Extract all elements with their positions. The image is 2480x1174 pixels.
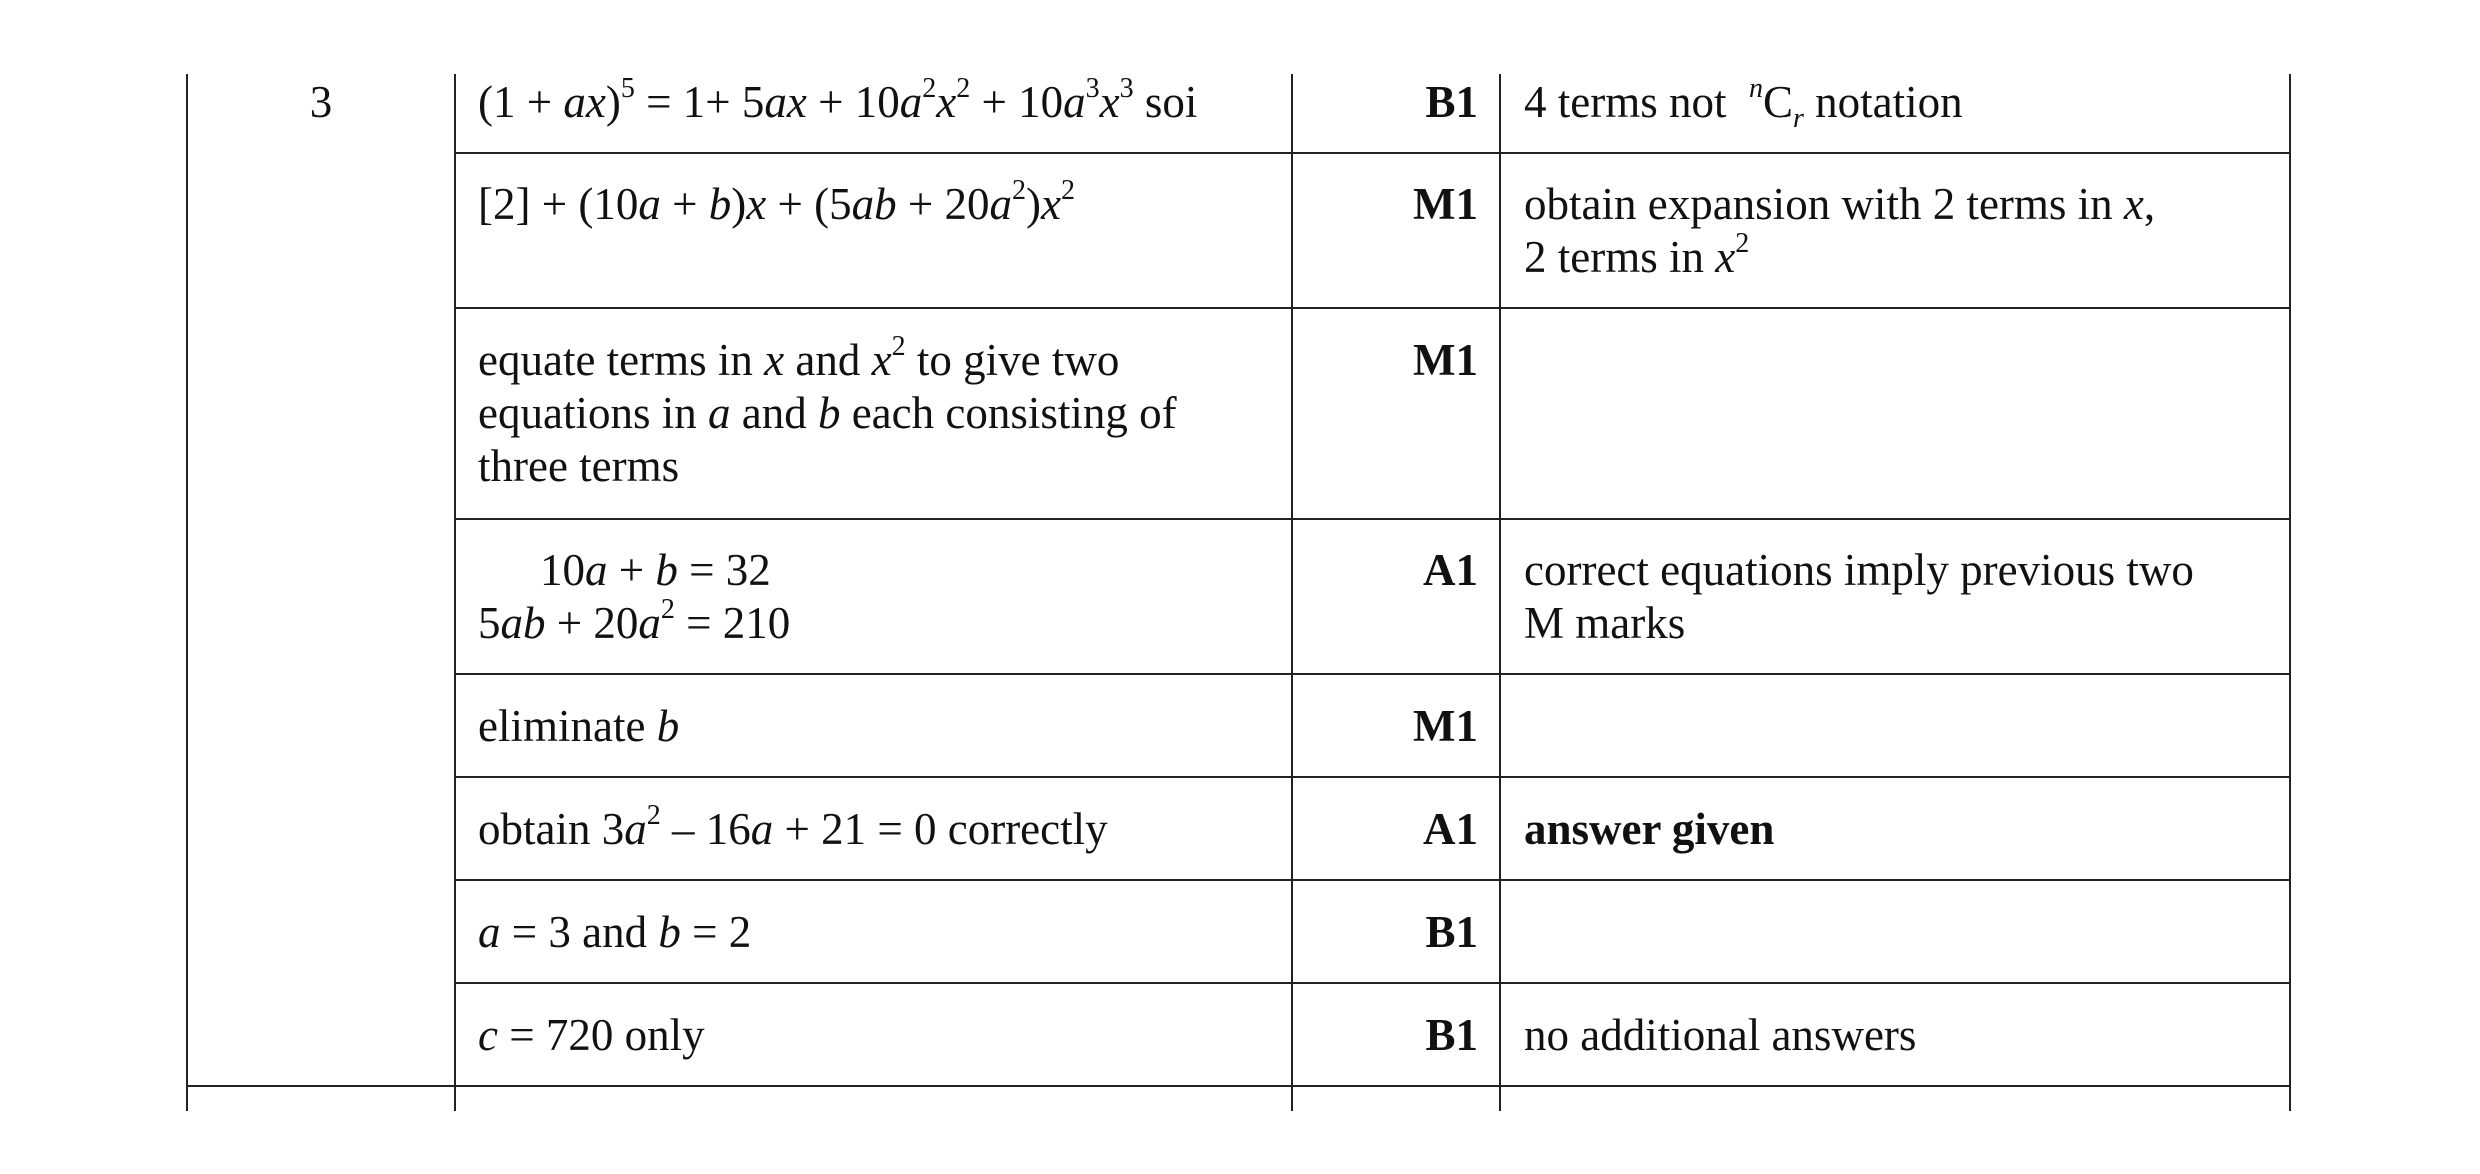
answer-cell: $[2] + (10a + b)x + (5ab + 20a^2)x^2$ [478, 175, 1075, 229]
mark-cell: A1 [1423, 804, 1478, 854]
table-border-right [2289, 74, 2291, 1111]
mark-cell: M1 [1413, 335, 1478, 385]
guidance-cell: obtain expansion with 2 terms in x, 2 terms in $x^2$ [1524, 179, 2156, 282]
guidance-cell: answer given [1524, 804, 1775, 854]
answer-cell: c = 720 only [478, 1010, 705, 1060]
guidance-cell: 4 terms not $^nC_r$ notation [1524, 73, 1963, 134]
question-number: 3 [309, 77, 333, 127]
answer-cell: equate terms in x and $x^2$ to give two equations in a and b each consisting of three terms [478, 331, 1177, 491]
mark-cell: A1 [1423, 545, 1478, 595]
answer-cell: eliminate b [478, 701, 680, 751]
row-divider [456, 776, 2291, 778]
column-divider-answer [454, 74, 456, 1111]
mark-cell: B1 [1425, 907, 1478, 957]
mark-cell: B1 [1425, 77, 1478, 127]
row-divider [456, 982, 2291, 984]
mark-cell: B1 [1425, 1010, 1478, 1060]
answer-cell: obtain $3a^2 - 16a + 21 = 0$ correctly [478, 800, 1108, 854]
row-divider [456, 879, 2291, 881]
answer-cell: $(1 + ax)^5 = 1+ 5ax + 10a^2x^2 + 10a^3x^3$ soi [478, 73, 1198, 127]
mark-cell: M1 [1413, 179, 1478, 229]
mark-cell: M1 [1413, 701, 1478, 751]
answer-cell: a = 3 and b = 2 [478, 907, 752, 957]
table-bottom-border [186, 1085, 2291, 1087]
guidance-cell: correct equations imply previous two M marks [1524, 545, 2194, 648]
column-divider-guidance [1499, 74, 1501, 1111]
guidance-cell: no additional answers [1524, 1010, 1917, 1060]
row-divider [456, 673, 2291, 675]
row-divider [456, 307, 2291, 309]
answer-cell: 10a + b = 32 $5ab + 20a^2 = 210$ [478, 545, 791, 648]
row-divider [456, 152, 2291, 154]
table-border-left [186, 74, 188, 1111]
row-divider [456, 518, 2291, 520]
